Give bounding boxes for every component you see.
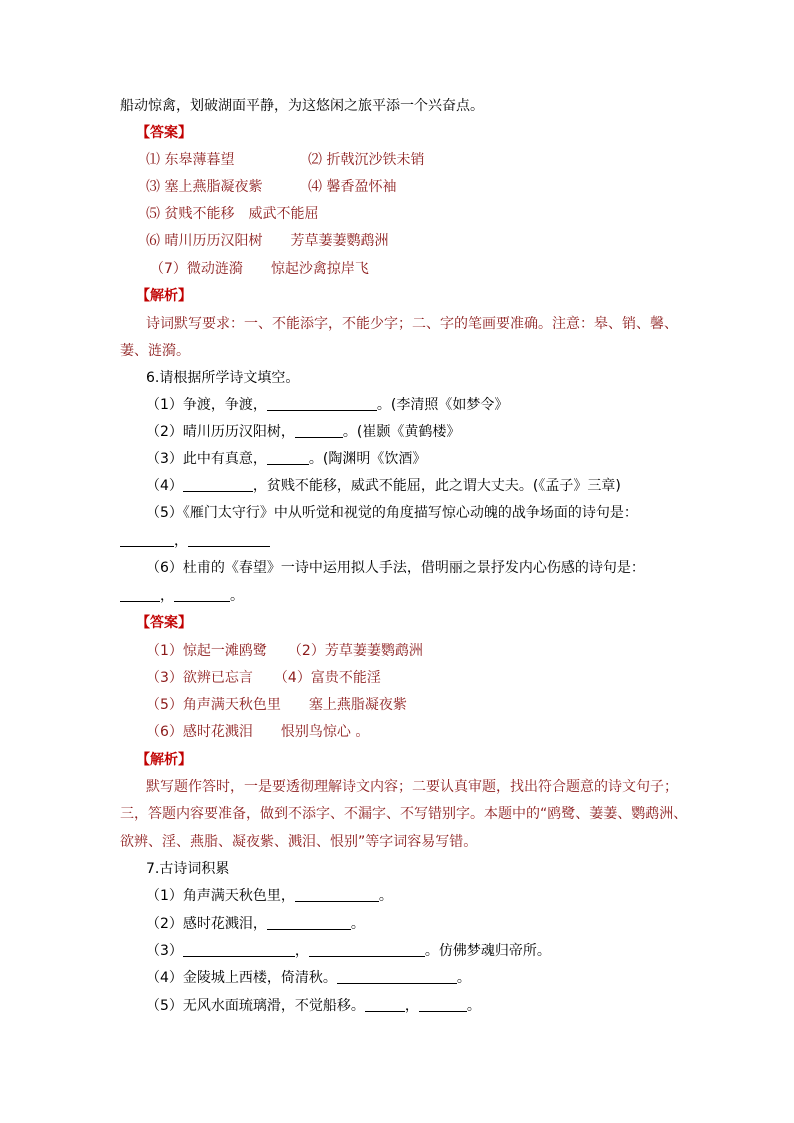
fill-blank	[267, 450, 309, 465]
question-item: （1）争渡，争渡， 。(李清照《如梦令》	[146, 397, 509, 413]
fill-blank	[295, 423, 343, 438]
fill-blank	[419, 997, 467, 1012]
analysis-text: 诗词默写要求：一、不能添字，不能少字；二、字的笔画要准确。注意：皋、销、馨、	[146, 316, 678, 332]
answer-blanks: ，	[120, 532, 270, 550]
analysis-tag: 【解析】	[136, 752, 192, 768]
analysis-text: 欲辨、淫、燕脂、凝夜紫、溅泪、恨别”等字词容易写错。	[120, 834, 478, 850]
question-item: （4）金陵城上西楼，倚清秋。 。	[146, 970, 471, 986]
question-item: （3） ， 。仿佛梦魂归帝所。	[146, 943, 551, 959]
question-item: （6）杜甫的《春望》一诗中运用拟人手法，借明丽之景抒发内心伤感的诗句是：	[146, 560, 645, 576]
answer-item: ⑴ 东皋薄暮望	[146, 152, 235, 168]
analysis-text: 默写题作答时，一是要透彻理解诗文内容；二要认真审题，找出符合题意的诗文句子；	[146, 779, 678, 795]
answer-blanks: ， 。	[120, 587, 244, 605]
fill-blank	[309, 942, 425, 957]
question-title: 6.请根据所学诗文填空。	[146, 370, 300, 386]
fill-blank	[267, 915, 351, 930]
fill-blank	[183, 942, 295, 957]
question-item: （1）角声满天秋色里， 。	[146, 888, 393, 904]
answer-item: ⑷ 馨香盈怀袖	[308, 179, 397, 195]
fill-blank	[120, 532, 174, 547]
analysis-text: 萋、涟漪。	[120, 343, 190, 359]
question-item: （4） ，贫贱不能移，威武不能屈，此之谓大丈夫。(《孟子》三章)	[146, 478, 621, 494]
intro-line: 船动惊禽，划破湖面平静，为这悠闲之旅平添一个兴奋点。	[120, 98, 484, 114]
fill-blank	[120, 587, 160, 602]
fill-blank	[188, 532, 270, 547]
question-item: （5）无风水面琉璃滑，不觉船移。 ， 。	[146, 998, 481, 1014]
fill-blank	[365, 997, 405, 1012]
question-item: （2）晴川历历汉阳树， 。(崔颢《黄鹤楼》	[146, 424, 461, 440]
analysis-text: 三，答题内容要准备，做到不添字、不漏字、不写错别字。本题中的“鸥鹭、萋萋、鹦鹉洲、	[120, 806, 688, 822]
answer-item: （7）微动涟漪 惊起沙禽掠岸飞	[150, 261, 369, 277]
answer-item: （5）角声满天秋色里 塞上燕脂凝夜紫	[146, 697, 407, 713]
answer-item: ⑸ 贫贱不能移 威武不能屈	[146, 206, 319, 222]
fill-blank	[183, 477, 253, 492]
answer-item: （1）惊起一滩鸥鹭 （2）芳草萋萋鹦鹉洲	[146, 643, 423, 659]
fill-blank	[295, 887, 379, 902]
answer-item: ⑵ 折戟沉沙铁未销	[308, 152, 425, 168]
question-item: （3）此中有真意， 。(陶渊明《饮酒》	[146, 451, 427, 467]
question-title: 7.古诗词积累	[146, 861, 230, 877]
answer-item: ⑶ 塞上燕脂凝夜紫	[146, 179, 263, 195]
analysis-tag: 【解析】	[136, 288, 192, 304]
answer-tag: 【答案】	[136, 615, 192, 631]
fill-blank	[337, 969, 457, 984]
answer-item: （6）感时花溅泪 恨别鸟惊心 。	[146, 724, 370, 740]
answer-tag: 【答案】	[136, 125, 192, 141]
question-item: （5）《雁门太守行》中从听觉和视觉的角度描写惊心动魄的战争场面的诗句是：	[146, 505, 638, 521]
fill-blank	[174, 587, 230, 602]
answer-item: ⑹ 晴川历历汉阳树 芳草萋萋鹦鹉洲	[146, 233, 389, 249]
question-item: （2）感时花溅泪， 。	[146, 916, 365, 932]
answer-item: （3）欲辨已忘言 （4）富贵不能淫	[146, 670, 381, 686]
fill-blank	[267, 396, 377, 411]
